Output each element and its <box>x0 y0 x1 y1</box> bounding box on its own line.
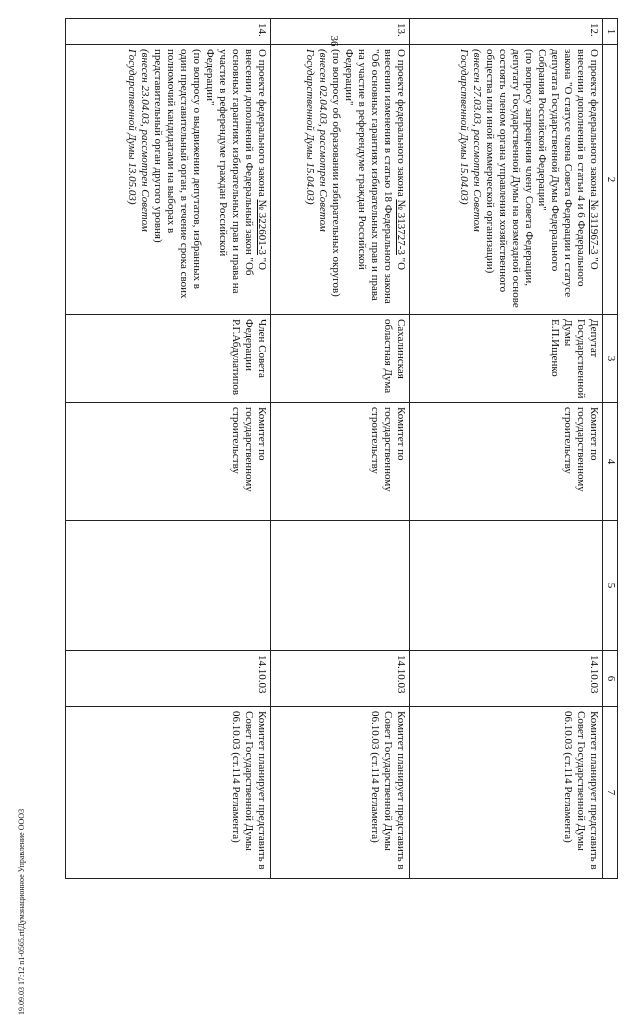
bill-description <box>410 45 603 315</box>
bill-question: (по вопросу о выдвижении депутатов, избранных в один представительный орган, в течение срока своих полномочий кандидатами на выборах в представительный орган другого уровня) <box>152 49 203 299</box>
responsible-committee: Комитет по государственному строительству <box>410 403 603 521</box>
responsible-committee: Комитет по государственному строительству <box>271 403 410 521</box>
bill-number: № 313727-3 <box>395 199 407 255</box>
bill-title-prefix: О проекте федерального закона <box>588 49 600 200</box>
committee-plan: Комитет планирует представить в Совет Государственной Думы 06.10.03 (ст.114 Регламента) <box>66 707 271 879</box>
bill-initiator: Депутат Государственной Думы Е.П.Ищенко <box>410 315 603 403</box>
row-number: 14. <box>66 19 271 45</box>
bill-title: "О внесении дополнений в статьи 4 и 6 Федерального закона "О статусе члена Совета Федерации и статусе депутата Государственной Думы Федерального Собрания Российской Федерации" <box>536 49 600 298</box>
committee-plan: Комитет планирует представить в Совет Государственной Думы 06.10.03 (ст.114 Регламента) <box>271 707 410 879</box>
row-number: 12. <box>410 19 603 45</box>
column-5-cell <box>410 521 603 651</box>
column-header-6: 6 <box>603 651 618 707</box>
bill-note: (внесен 02.04.03, рассмотрен Советом Государственной Думы 15.04.03) <box>304 49 329 232</box>
consideration-date: 14.10.03 <box>271 651 410 707</box>
column-header-4: 4 <box>603 403 618 521</box>
bills-table <box>65 18 618 879</box>
bill-note: (внесен 27.03.03, рассмотрен Советом Государственной Думы 15.04.03) <box>458 49 483 232</box>
document-footer: 19.09.03 17:12 n1-0565.rtfДумзнационное Управление ООО3 <box>17 808 26 1015</box>
bill-note: (внесен 23.04.03, рассмотрен Советом Государственной Думы 13.05.03) <box>126 49 151 232</box>
table-row <box>410 19 603 879</box>
table-row <box>66 19 271 879</box>
bill-title: "О внесении дополнений в Федеральный закон "Об основных гарантиях избирательных прав и права на участие в референдуме граждан Российской Федерации" <box>204 49 268 294</box>
bill-title-prefix: О проекте федерального закона <box>256 49 268 200</box>
header-row <box>603 19 618 879</box>
committee-plan: Комитет планирует представить в Совет Государственной Думы 06.10.03 (ст.114 Регламента) <box>410 707 603 879</box>
bill-description <box>66 45 271 315</box>
bill-question: (по вопросу запрещения члену Совета Федерации, депутату Государственной Думы на возмездной основе состоять членом органа управления хозяйственного общества или иной коммерческой организации) <box>484 49 535 308</box>
table-row <box>271 19 410 879</box>
bill-title: "О внесении изменения в статью 18 Федерального закона "Об основных гарантиях избирательных прав и права на участие в референдуме граждан Российской Федерации" <box>343 49 407 304</box>
column-header-7: 7 <box>603 707 618 879</box>
bill-initiator: Сахалинская областная Дума <box>271 315 410 403</box>
column-header-5: 5 <box>603 521 618 651</box>
column-header-3: 3 <box>603 315 618 403</box>
bill-number: № 322601-3 <box>256 199 268 255</box>
bill-question: (по вопросу об образовании избирательных округов) <box>330 49 342 297</box>
page-number: 36 <box>328 35 340 47</box>
rotated-table-sheet <box>38 18 618 878</box>
bill-description <box>271 45 410 315</box>
bill-initiator: Член Совета Федерации Р.Г.Абдулатипов <box>66 315 271 403</box>
column-5-cell <box>271 521 410 651</box>
bill-title-prefix: О проекте федерального закона <box>395 49 407 200</box>
column-5-cell <box>66 521 271 651</box>
bill-number: № 311967-3 <box>588 199 600 255</box>
column-header-1: 1 <box>603 19 618 45</box>
consideration-date: 14.10.03 <box>410 651 603 707</box>
responsible-committee: Комитет по государственному строительству <box>66 403 271 521</box>
consideration-date: 14.10.03 <box>66 651 271 707</box>
row-number: 13. <box>271 19 410 45</box>
column-header-2: 2 <box>603 45 618 315</box>
